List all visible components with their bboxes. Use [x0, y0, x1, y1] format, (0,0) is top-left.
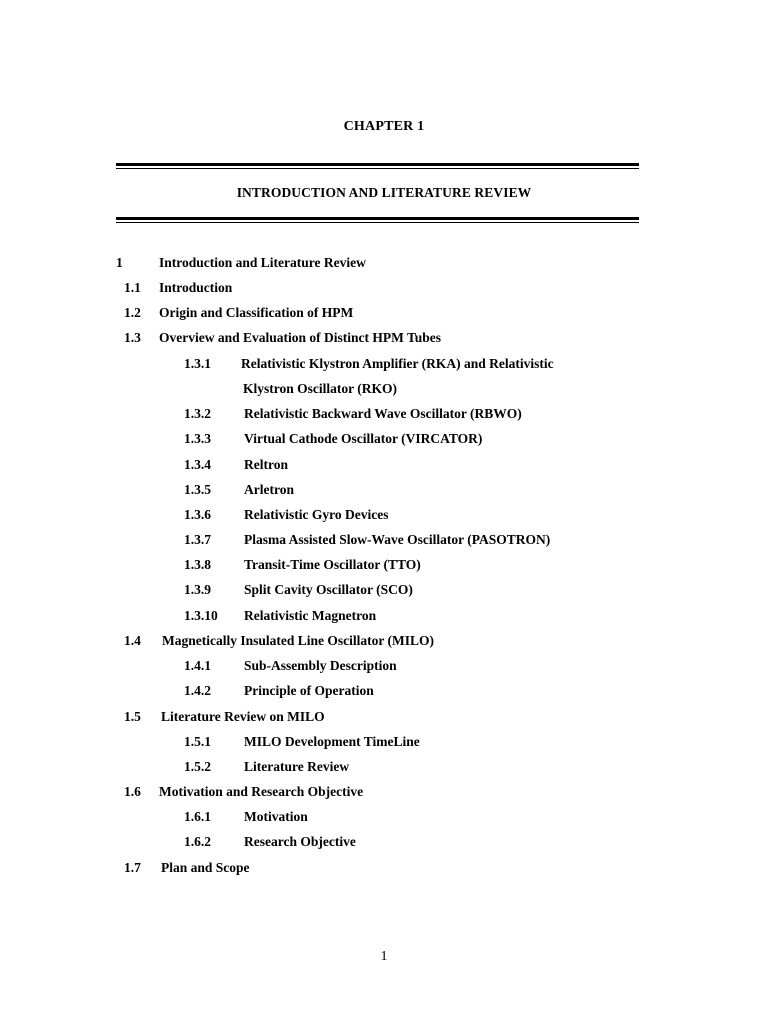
toc-number: 1.2 [124, 305, 141, 320]
toc-title-continued: Klystron Oscillator (RKO) [243, 381, 397, 396]
toc-number: 1.6.2 [184, 834, 211, 849]
toc-title: Plasma Assisted Slow-Wave Oscillator (PASOTRON) [244, 532, 551, 547]
toc-number: 1.6.1 [184, 809, 211, 824]
toc-number: 1.5 [124, 709, 141, 724]
toc-title: Overview and Evaluation of Distinct HPM Tubes [159, 330, 442, 345]
toc-number: 1.3.8 [184, 557, 211, 572]
toc-title: Origin and Classification of HPM [159, 305, 354, 320]
toc-number: 1.5.1 [184, 734, 211, 749]
toc-title: Introduction [159, 280, 233, 295]
toc-number: 1.3.3 [184, 431, 211, 446]
bottom-double-rule [116, 217, 639, 223]
toc-title: Split Cavity Oscillator (SCO) [244, 582, 413, 597]
toc-title: Literature Review [244, 759, 350, 774]
toc-number: 1.7 [124, 860, 141, 875]
toc-number: 1.3.6 [184, 507, 211, 522]
toc-title: Virtual Cathode Oscillator (VIRCATOR) [244, 431, 483, 446]
toc-number: 1.3.1 [184, 356, 211, 371]
page-number: 1 [380, 949, 388, 964]
toc-title: Motivation [244, 809, 308, 824]
toc-title: Introduction and Literature Review [159, 255, 366, 270]
toc-number: 1.3 [124, 330, 141, 345]
toc-number: 1.4 [124, 633, 141, 648]
toc-number: 1.5.2 [184, 759, 211, 774]
toc-number: 1.3.10 [184, 608, 218, 623]
toc-number: 1.3.4 [184, 457, 211, 472]
toc-number: 1.3.2 [184, 406, 211, 421]
toc-title: Relativistic Magnetron [244, 608, 377, 623]
toc-title: Research Objective [244, 834, 356, 849]
toc-number: 1 [116, 255, 123, 270]
toc-title: Relativistic Klystron Amplifier (RKA) and Relativistic [241, 356, 554, 371]
toc-title: Magnetically Insulated Line Oscillator (MILO) [162, 633, 434, 648]
toc-title: Transit-Time Oscillator (TTO) [244, 557, 421, 572]
toc-title: Literature Review on MILO [161, 709, 325, 724]
toc-title: MILO Development TimeLine [244, 734, 420, 749]
toc-title: Plan and Scope [161, 860, 250, 875]
toc-number: 1.1 [124, 280, 141, 295]
top-double-rule [116, 163, 639, 169]
toc-title: Motivation and Research Objective [159, 784, 364, 799]
toc-title: Relativistic Backward Wave Oscillator (RBWO) [244, 406, 522, 421]
chapter-label: CHAPTER 1 [343, 119, 425, 134]
toc-title: Reltron [244, 457, 288, 472]
toc-number: 1.3.9 [184, 582, 211, 597]
toc-title: Sub-Assembly Description [244, 658, 397, 673]
toc-title: Principle of Operation [244, 683, 374, 698]
toc-number: 1.6 [124, 784, 141, 799]
toc-title: Arletron [244, 482, 294, 497]
toc-number: 1.4.1 [184, 658, 211, 673]
toc-number: 1.3.7 [184, 532, 211, 547]
toc-number: 1.3.5 [184, 482, 211, 497]
toc-number: 1.4.2 [184, 683, 211, 698]
chapter-title: INTRODUCTION AND LITERATURE REVIEW [236, 185, 532, 200]
toc-title: Relativistic Gyro Devices [244, 507, 389, 522]
